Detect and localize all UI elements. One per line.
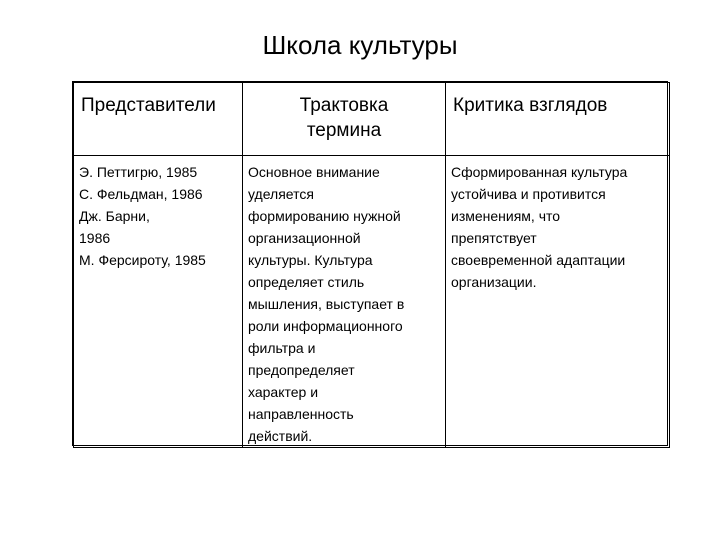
interpretation-line: формированию нужной <box>248 208 401 224</box>
representative-line: М. Ферсироту, 1985 <box>79 252 206 268</box>
header-criticism: Критика взглядов <box>446 83 670 156</box>
representative-line: 1986 <box>79 230 111 246</box>
representative-line: С. Фельдман, 1986 <box>79 186 203 202</box>
header-interpretation-line-1: Трактовка <box>299 95 389 116</box>
school-table <box>72 81 668 446</box>
cell-criticism <box>446 156 670 448</box>
interpretation-line: предопределяет <box>248 362 355 378</box>
cell-representatives <box>74 156 243 448</box>
slide-title: Школа культуры <box>262 30 458 60</box>
interpretation-line: организационной <box>248 230 361 246</box>
representative-line: Дж. Барни, <box>79 208 150 224</box>
interpretation-line: определяет стиль <box>248 274 365 290</box>
interpretation-line: мышления, выступает в <box>248 296 405 312</box>
interpretation-line: направленность <box>248 406 354 422</box>
criticism-line: своевременной адаптации <box>451 252 626 268</box>
header-row <box>74 83 670 156</box>
interpretation-line: фильтра и <box>248 340 316 356</box>
header-interpretation-line-2: термина <box>306 120 382 141</box>
interpretation-line: роли информационного <box>248 318 403 334</box>
criticism-line: Сформированная культура <box>451 164 628 180</box>
criticism-line: изменениям, что <box>451 208 561 224</box>
criticism-line: устойчива и противится <box>451 186 606 202</box>
header-interpretation <box>243 83 446 156</box>
interpretation-line: характер и <box>248 384 319 400</box>
body-row <box>74 156 670 448</box>
criticism-line: препятствует <box>451 230 537 246</box>
table <box>73 82 670 448</box>
cell-interpretation <box>243 156 446 448</box>
interpretation-line: действий. <box>248 428 313 444</box>
representative-line: Э. Петтигрю, 1985 <box>79 164 198 180</box>
criticism-line: организации. <box>451 274 537 290</box>
interpretation-line: уделяется <box>248 186 314 202</box>
interpretation-line: культуры. Культура <box>248 252 373 268</box>
header-representatives: Представители <box>74 83 243 156</box>
interpretation-line: Основное внимание <box>248 164 380 180</box>
